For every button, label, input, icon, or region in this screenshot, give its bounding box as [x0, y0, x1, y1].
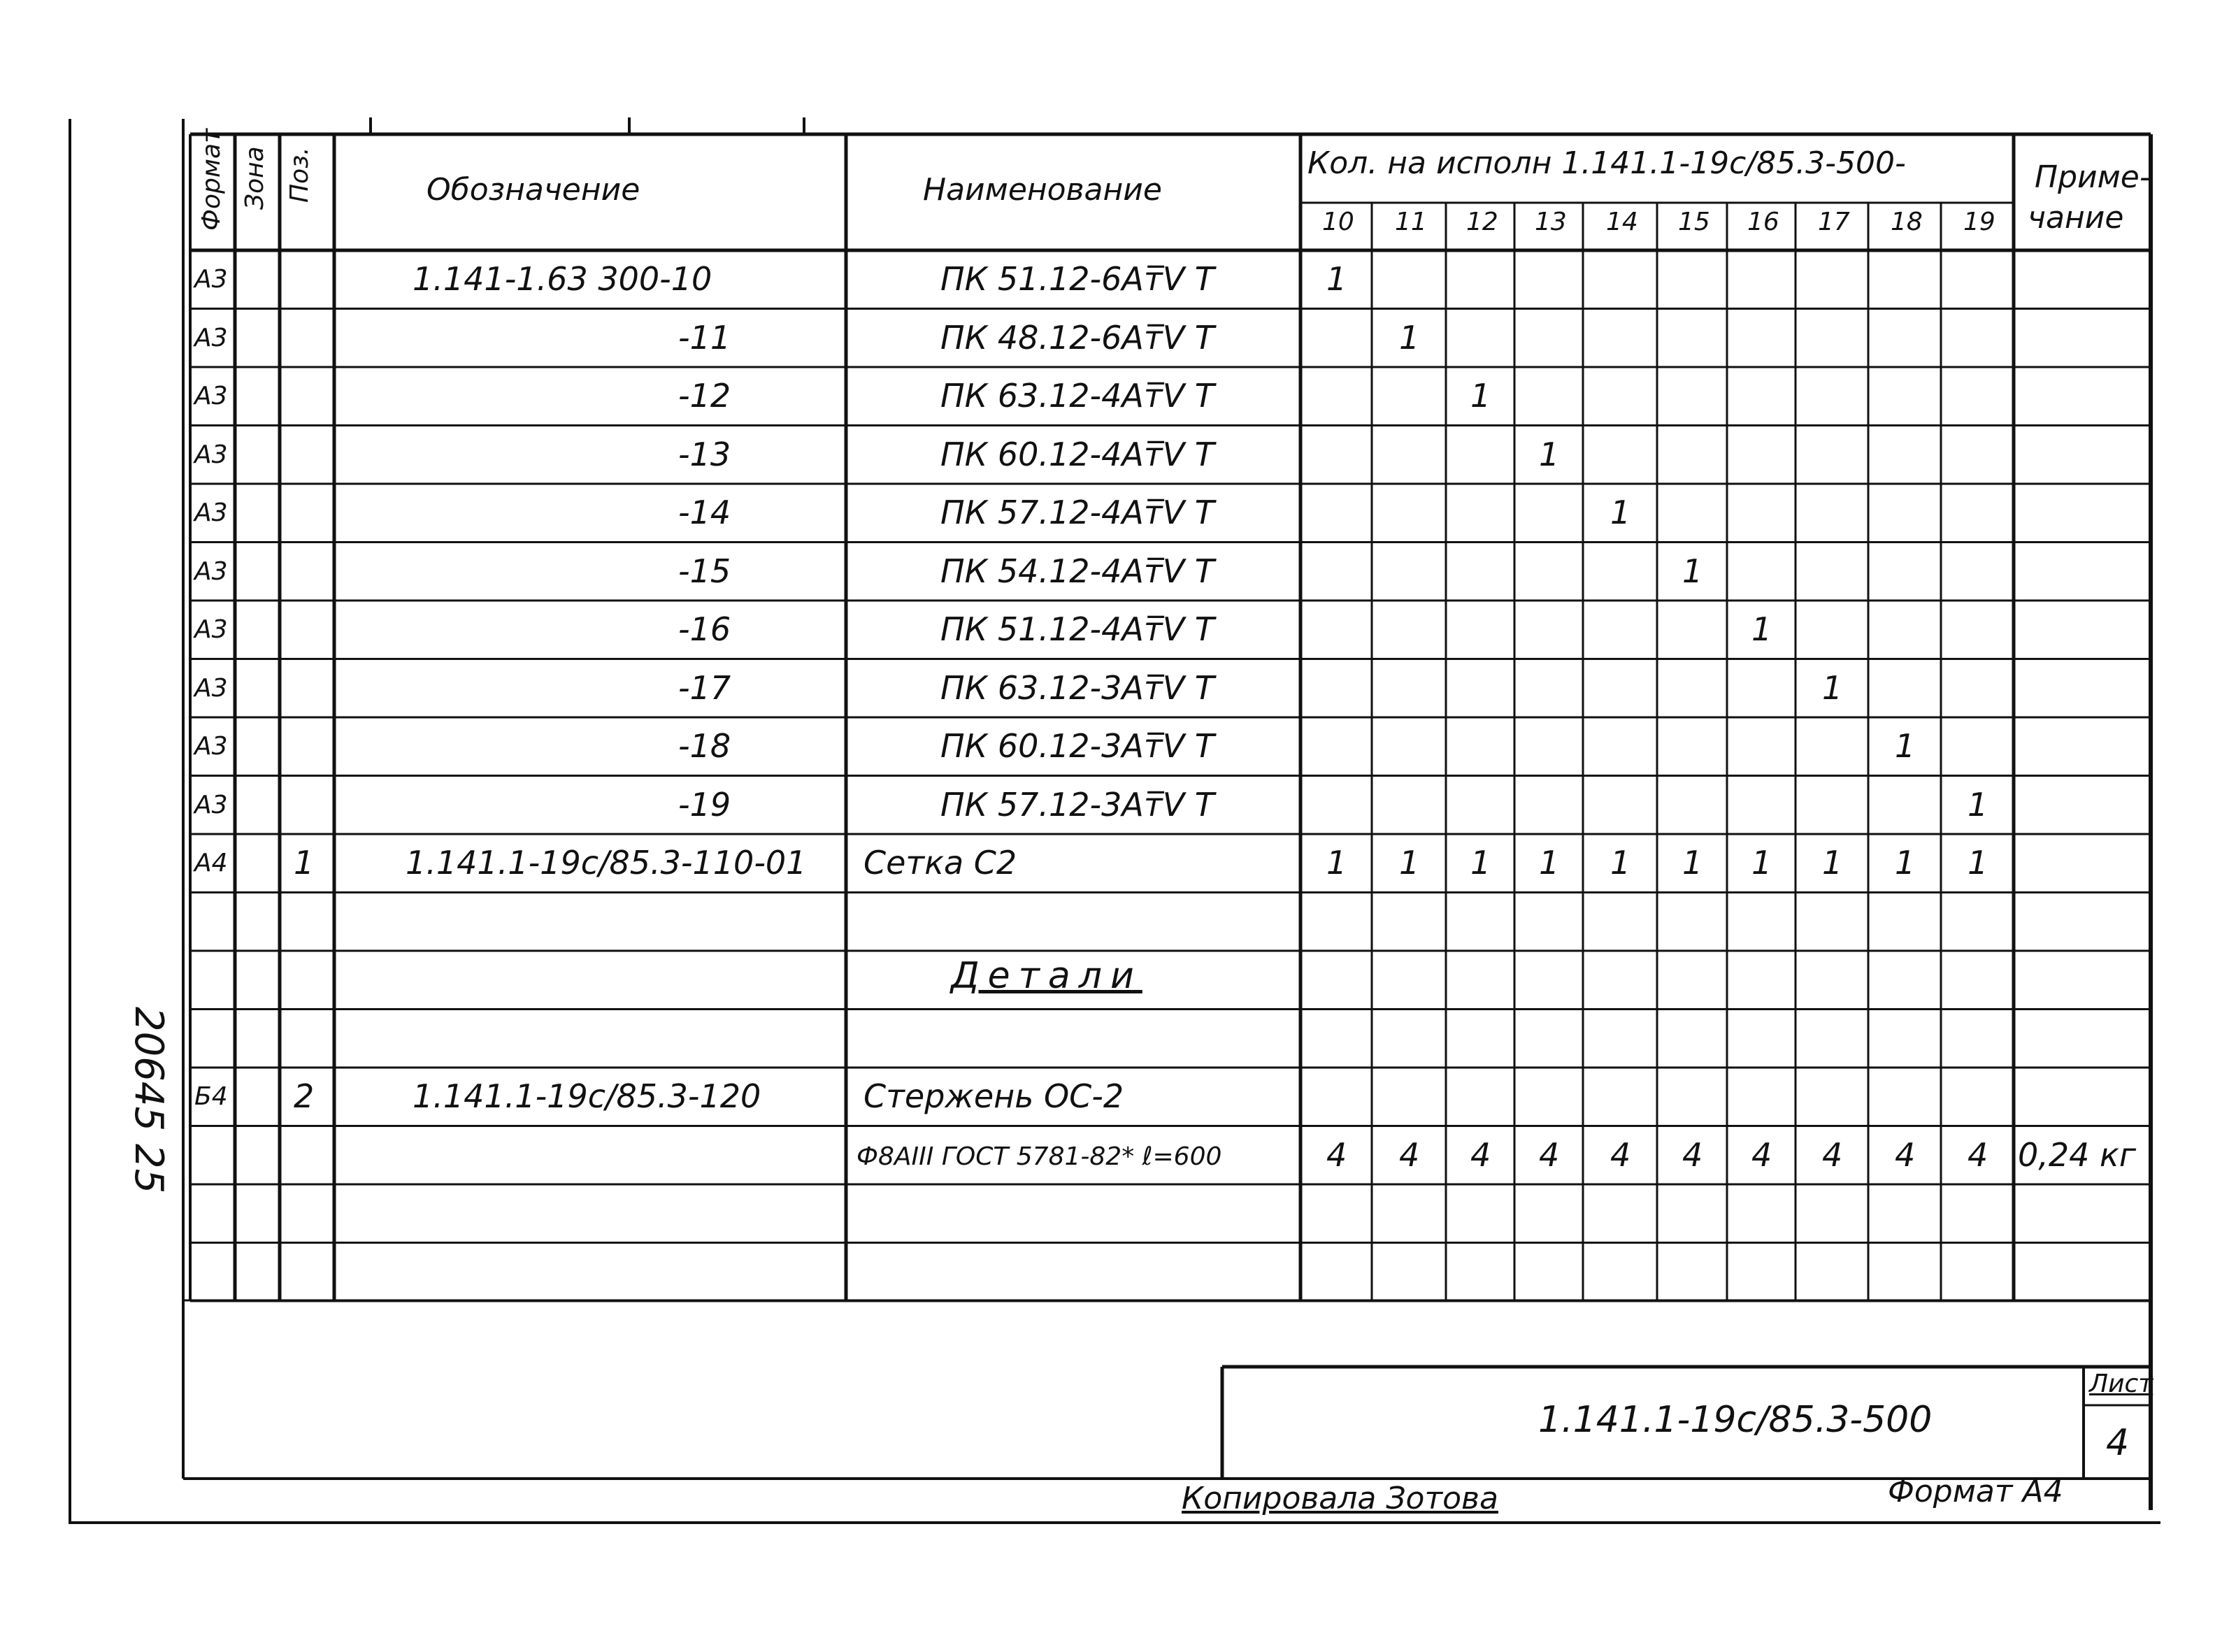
variant-14: 14: [1606, 208, 1638, 236]
row-qty-19: 1: [1968, 785, 1988, 824]
row-designation: 1.141.1-19с/85.3-110-01: [406, 844, 807, 882]
row-designation: -12: [678, 377, 731, 415]
row-qty-18: 1: [1895, 844, 1916, 882]
row-qty-18: 1: [1895, 727, 1916, 765]
header-format: Формат: [197, 128, 226, 231]
row-name: ПК 60.12-3Ат̅V Т: [940, 727, 1214, 765]
variant-17: 17: [1818, 208, 1850, 236]
header-pos: Поз.: [285, 147, 314, 203]
header-designation: Обозначение: [427, 172, 640, 208]
row-note: 0,24 кг: [2018, 1135, 2136, 1174]
row-qty-13: 4: [1539, 1135, 1560, 1174]
row-format: А3: [194, 790, 228, 819]
copied-by: Копировала Зотова: [1182, 1481, 1498, 1516]
row-qty-12: 1: [1470, 377, 1491, 415]
header-note-2: чание: [2028, 200, 2124, 236]
section-title-details: Детали: [951, 955, 1142, 997]
row-qty-17: 1: [1822, 668, 1843, 707]
row-format: А3: [194, 498, 228, 527]
format-label: Формат А4: [1888, 1474, 2063, 1509]
variant-19: 19: [1963, 208, 1995, 236]
row-qty-17: 1: [1822, 844, 1843, 882]
row-name: Сетка С2: [863, 844, 1017, 882]
title-designation: 1.141.1-19с/85.3-500: [1538, 1399, 1933, 1441]
row-name: Стержень ОС-2: [863, 1077, 1124, 1115]
row-qty-11: 1: [1399, 844, 1420, 882]
row-qty-13: 1: [1539, 435, 1560, 473]
row-format: А3: [194, 615, 228, 644]
row-qty-15: 1: [1682, 844, 1703, 882]
row-designation: -13: [678, 435, 731, 473]
row-name: ПК 57.12-4Ат̅V Т: [940, 494, 1214, 531]
row-format: А3: [194, 265, 228, 294]
row-qty-12: 4: [1470, 1135, 1491, 1174]
row-zone: 1: [294, 844, 315, 882]
row-qty-19: 1: [1968, 844, 1988, 882]
row-name: ПК 63.12-4Ат̅V Т: [940, 377, 1214, 415]
row-qty-16: 1: [1751, 610, 1772, 648]
row-format: А3: [194, 732, 228, 761]
row-format: А4: [194, 849, 228, 877]
row-designation: 1.141.1-19с/85.3-120: [413, 1077, 761, 1115]
row-format: А3: [194, 323, 228, 352]
row-qty-14: 1: [1610, 494, 1631, 531]
row-designation: 1.141-1.63 300-10: [413, 260, 712, 298]
row-format: А3: [194, 440, 228, 469]
row-format: А3: [194, 382, 228, 410]
row-qty-18: 4: [1895, 1135, 1916, 1174]
header-qty: Кол. на исполн 1.141.1-19с/85.3-500-: [1307, 145, 1906, 181]
row-designation: -17: [678, 668, 731, 707]
variant-13: 13: [1535, 208, 1567, 236]
row-designation: -16: [678, 610, 731, 648]
row-qty-11: 4: [1399, 1135, 1420, 1174]
row-designation: -11: [678, 318, 731, 357]
variant-18: 18: [1891, 208, 1923, 236]
row-name: ПК 48.12-6Ат̅V Т: [940, 318, 1214, 357]
sheet-number: 4: [2106, 1422, 2130, 1464]
row-qty-10: 1: [1326, 260, 1347, 298]
row-qty-10: 4: [1326, 1135, 1347, 1174]
sheet-label: Лист: [2089, 1370, 2153, 1398]
row-name: Ф8АIII ГОСТ 5781-82* ℓ=600: [857, 1142, 1222, 1171]
row-format: Б4: [194, 1082, 228, 1111]
row-designation: -14: [678, 494, 731, 531]
variant-10: 10: [1322, 208, 1354, 236]
header-name: Наименование: [923, 172, 1162, 208]
row-qty-11: 1: [1399, 318, 1420, 357]
header-note-1: Приме-: [2035, 159, 2151, 195]
row-qty-16: 1: [1751, 844, 1772, 882]
row-format: А3: [194, 673, 228, 703]
row-designation: -19: [678, 785, 731, 824]
archive-number: 20645 25: [126, 1007, 171, 1194]
row-qty-13: 1: [1539, 844, 1560, 882]
row-qty-17: 4: [1822, 1135, 1843, 1174]
row-qty-14: 4: [1610, 1135, 1631, 1174]
row-format: А3: [194, 556, 228, 586]
variant-11: 11: [1395, 208, 1427, 236]
row-name: ПК 51.12-6Ат̅V Т: [940, 260, 1214, 298]
row-qty-19: 4: [1968, 1135, 1988, 1174]
row-name: ПК 51.12-4Ат̅V Т: [940, 610, 1214, 648]
variant-16: 16: [1747, 208, 1779, 236]
row-qty-14: 1: [1610, 844, 1631, 882]
row-name: ПК 57.12-3Ат̅V Т: [940, 785, 1214, 824]
variant-12: 12: [1466, 208, 1498, 236]
row-qty-10: 1: [1326, 844, 1347, 882]
row-name: ПК 60.12-4Ат̅V Т: [940, 435, 1214, 473]
row-zone: 2: [294, 1077, 315, 1115]
row-name: ПК 63.12-3Ат̅V Т: [940, 668, 1214, 707]
row-designation: -15: [678, 552, 731, 590]
row-qty-16: 4: [1751, 1135, 1772, 1174]
variant-15: 15: [1678, 208, 1710, 236]
row-qty-15: 1: [1682, 552, 1703, 590]
row-designation: -18: [678, 727, 731, 765]
row-qty-12: 1: [1470, 844, 1491, 882]
row-qty-15: 4: [1682, 1135, 1703, 1174]
row-name: ПК 54.12-4Ат̅V Т: [940, 552, 1214, 590]
header-zone: Зона: [241, 146, 269, 210]
